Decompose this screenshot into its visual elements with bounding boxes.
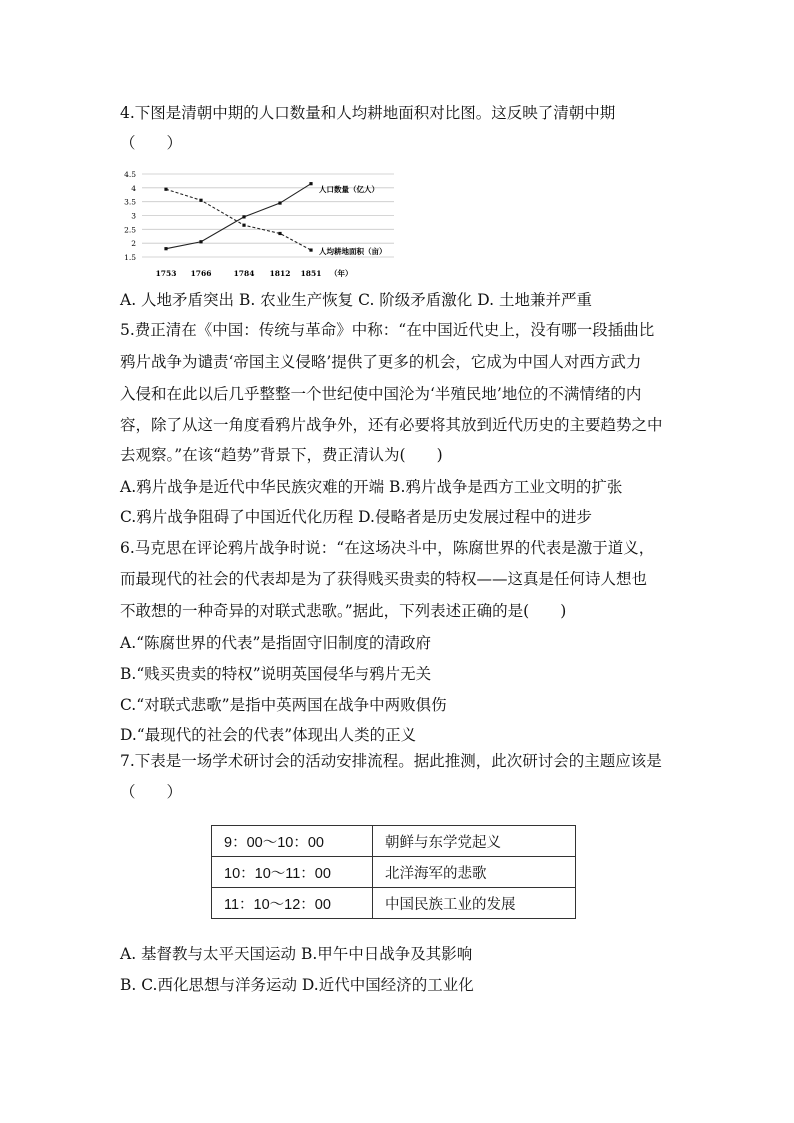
q5-line-4: 容，除了从这一角度看鸦片战争外，还有必要将其放到近代历史的主要趋势之中 [120,416,663,434]
q5-line-3: 入侵和在此以后几乎整整一个世纪使中国沦为‘半殖民地’地位的不满情绪的内 [120,385,642,403]
series-line [166,184,311,249]
schedule-topic: 朝鲜与东学党起义 [373,826,576,857]
schedule-time: 9：00～10：00 [212,826,373,857]
y-tick-label: 1.5 [124,253,136,262]
seminar-schedule-table [211,825,576,919]
data-point [278,232,281,235]
q5-line-5: 去观察。”在该“趋势”背景下，费正清认为( ) [120,446,443,464]
data-point [242,224,245,227]
series-label: 人均耕地面积（亩） [319,247,387,256]
schedule-time: 10：10～11：00 [212,857,373,888]
q4-options: A. 人地矛盾突出 B. 农业生产恢复 C. 阶级矛盾激化 D. 土地兼并严重 [120,291,592,309]
chart-x-ticks [156,268,353,278]
x-tick-label: 1766 [190,269,212,278]
population-land-chart [118,168,398,283]
q5-option-ab: A.鸦片战争是近代中华民族灾难的开端 B.鸦片战争是西方工业文明的扩张 [120,478,623,496]
x-tick-label: 1812 [269,269,291,278]
data-point [199,199,202,202]
x-tick-label: 1784 [233,269,255,278]
data-point [199,240,202,243]
q6-option-b: B.“贱买贵卖的特权”说明英国侵华与鸦片无关 [120,665,432,683]
chart-series [164,182,386,256]
q6-option-c: C.“对联式悲歌”是指中英两国在战争中两败俱伤 [120,696,447,714]
q6-option-a: A.“陈腐世界的代表”是指固守旧制度的清政府 [120,634,431,652]
schedule-topic: 北洋海军的悲歌 [373,857,576,888]
q5-line-1: 5.费正清在《中国：传统与革命》中称：“在中国近代史上，没有哪一段插曲比 [120,321,655,339]
y-tick-label: 4 [131,183,136,193]
table-row [212,888,576,919]
chart-y-ticks [124,170,136,262]
x-tick-label: 1851 [300,269,322,278]
y-tick-label: 3 [131,211,136,221]
q7-stem: 7.下表是一场学术研讨会的活动安排流程。据此推测，此次研讨会的主题应该是 [120,752,662,770]
data-point [164,247,167,250]
y-tick-label: 2.5 [124,225,136,235]
x-tick-label: 1753 [155,269,177,278]
q6-line-2: 而最现代的社会的代表却是为了获得贱买贵卖的特权——这真是任何诗人想也 [120,570,648,588]
schedule-topic: 中国民族工业的发展 [373,888,576,919]
q5-option-cd: C.鸦片战争阻碍了中国近代化历程 D.侵略者是历史发展过程中的进步 [120,508,592,526]
table-row [212,826,576,857]
series-label: 人口数量（亿人） [319,185,379,194]
x-unit-label: （年） [330,269,353,278]
q5-line-2: 鸦片战争为谴责‘帝国主义侵略’提供了更多的机会，它成为中国人对西方武力 [120,353,642,371]
data-point [242,215,245,218]
q7-option-ab: A. 基督教与太平天国运动 B.甲午中日战争及其影响 [120,945,473,963]
schedule-time: 11：10～12：00 [212,888,373,919]
q4-stem: 4.下图是清朝中期的人口数量和人均耕地面积对比图。这反映了清朝中期 [120,104,616,122]
y-tick-label: 3.5 [124,197,136,207]
q7-option-cd: B. C.西化思想与洋务运动 D.近代中国经济的工业化 [120,976,474,994]
table-row [212,857,576,888]
q6-line-3: 不敢想的一种奇异的对联式悲歌。”据此，下列表述正确的是( ) [120,602,567,620]
data-point [309,182,312,185]
data-point [309,248,312,251]
q6-line-1: 6.马克思在评论鸦片战争时说：“在这场决斗中，陈腐世界的代表是激于道义， [120,539,655,557]
data-point [164,188,167,191]
q6-option-d: D.“最现代的社会的代表”体现出人类的正义 [120,726,417,744]
q4-blank: （ ） [120,134,183,152]
y-tick-label: 2 [131,239,136,249]
data-point [278,201,281,204]
y-tick-label: 4.5 [124,170,136,179]
q7-blank: （ ） [120,783,183,801]
